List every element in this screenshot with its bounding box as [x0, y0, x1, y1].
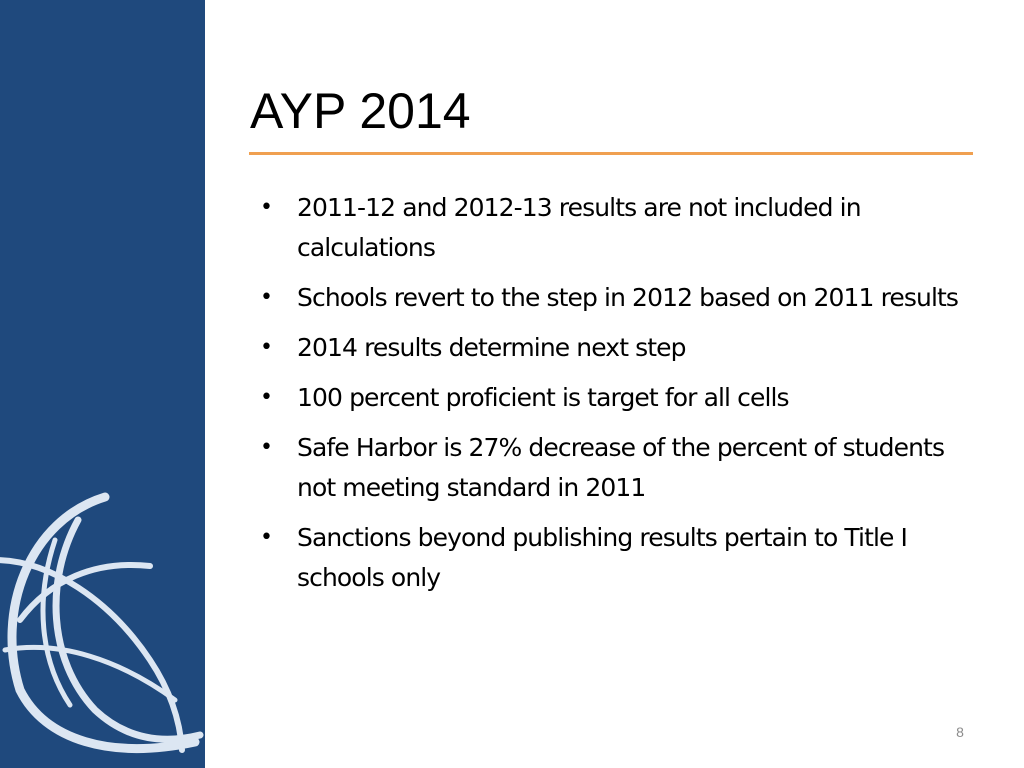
side-panel	[0, 0, 205, 768]
bullet-text: Sanctions beyond publishing results pertain to Title I schools only	[297, 523, 908, 592]
page-number: 8	[956, 724, 964, 740]
bullet-marker: •	[259, 525, 273, 550]
title-underline	[249, 152, 973, 155]
bullet-item	[256, 518, 976, 598]
bullet-item	[256, 378, 976, 418]
bullet-text: 2011-12 and 2012-13 results are not included in calculations	[297, 193, 861, 262]
bullet-item	[256, 328, 976, 368]
bullet-text: 100 percent proficient is target for all cells	[297, 383, 789, 412]
bullet-item	[256, 278, 976, 318]
bullet-marker: •	[259, 285, 273, 310]
globe-arcs-icon	[0, 0, 205, 768]
bullet-marker: •	[259, 335, 273, 360]
slide-title: AYP 2014	[250, 83, 471, 139]
bullet-text: Safe Harbor is 27% decrease of the percent of students not meeting standard in 2011	[297, 433, 945, 502]
bullet-text: 2014 results determine next step	[297, 333, 686, 362]
bullet-marker: •	[259, 195, 273, 220]
bullet-marker: •	[259, 435, 273, 460]
bullet-item	[256, 428, 976, 508]
bullet-text: Schools revert to the step in 2012 based on 2011 results	[297, 283, 959, 312]
bullet-marker: •	[259, 385, 273, 410]
bullet-list	[256, 188, 976, 608]
bullet-item	[256, 188, 976, 268]
